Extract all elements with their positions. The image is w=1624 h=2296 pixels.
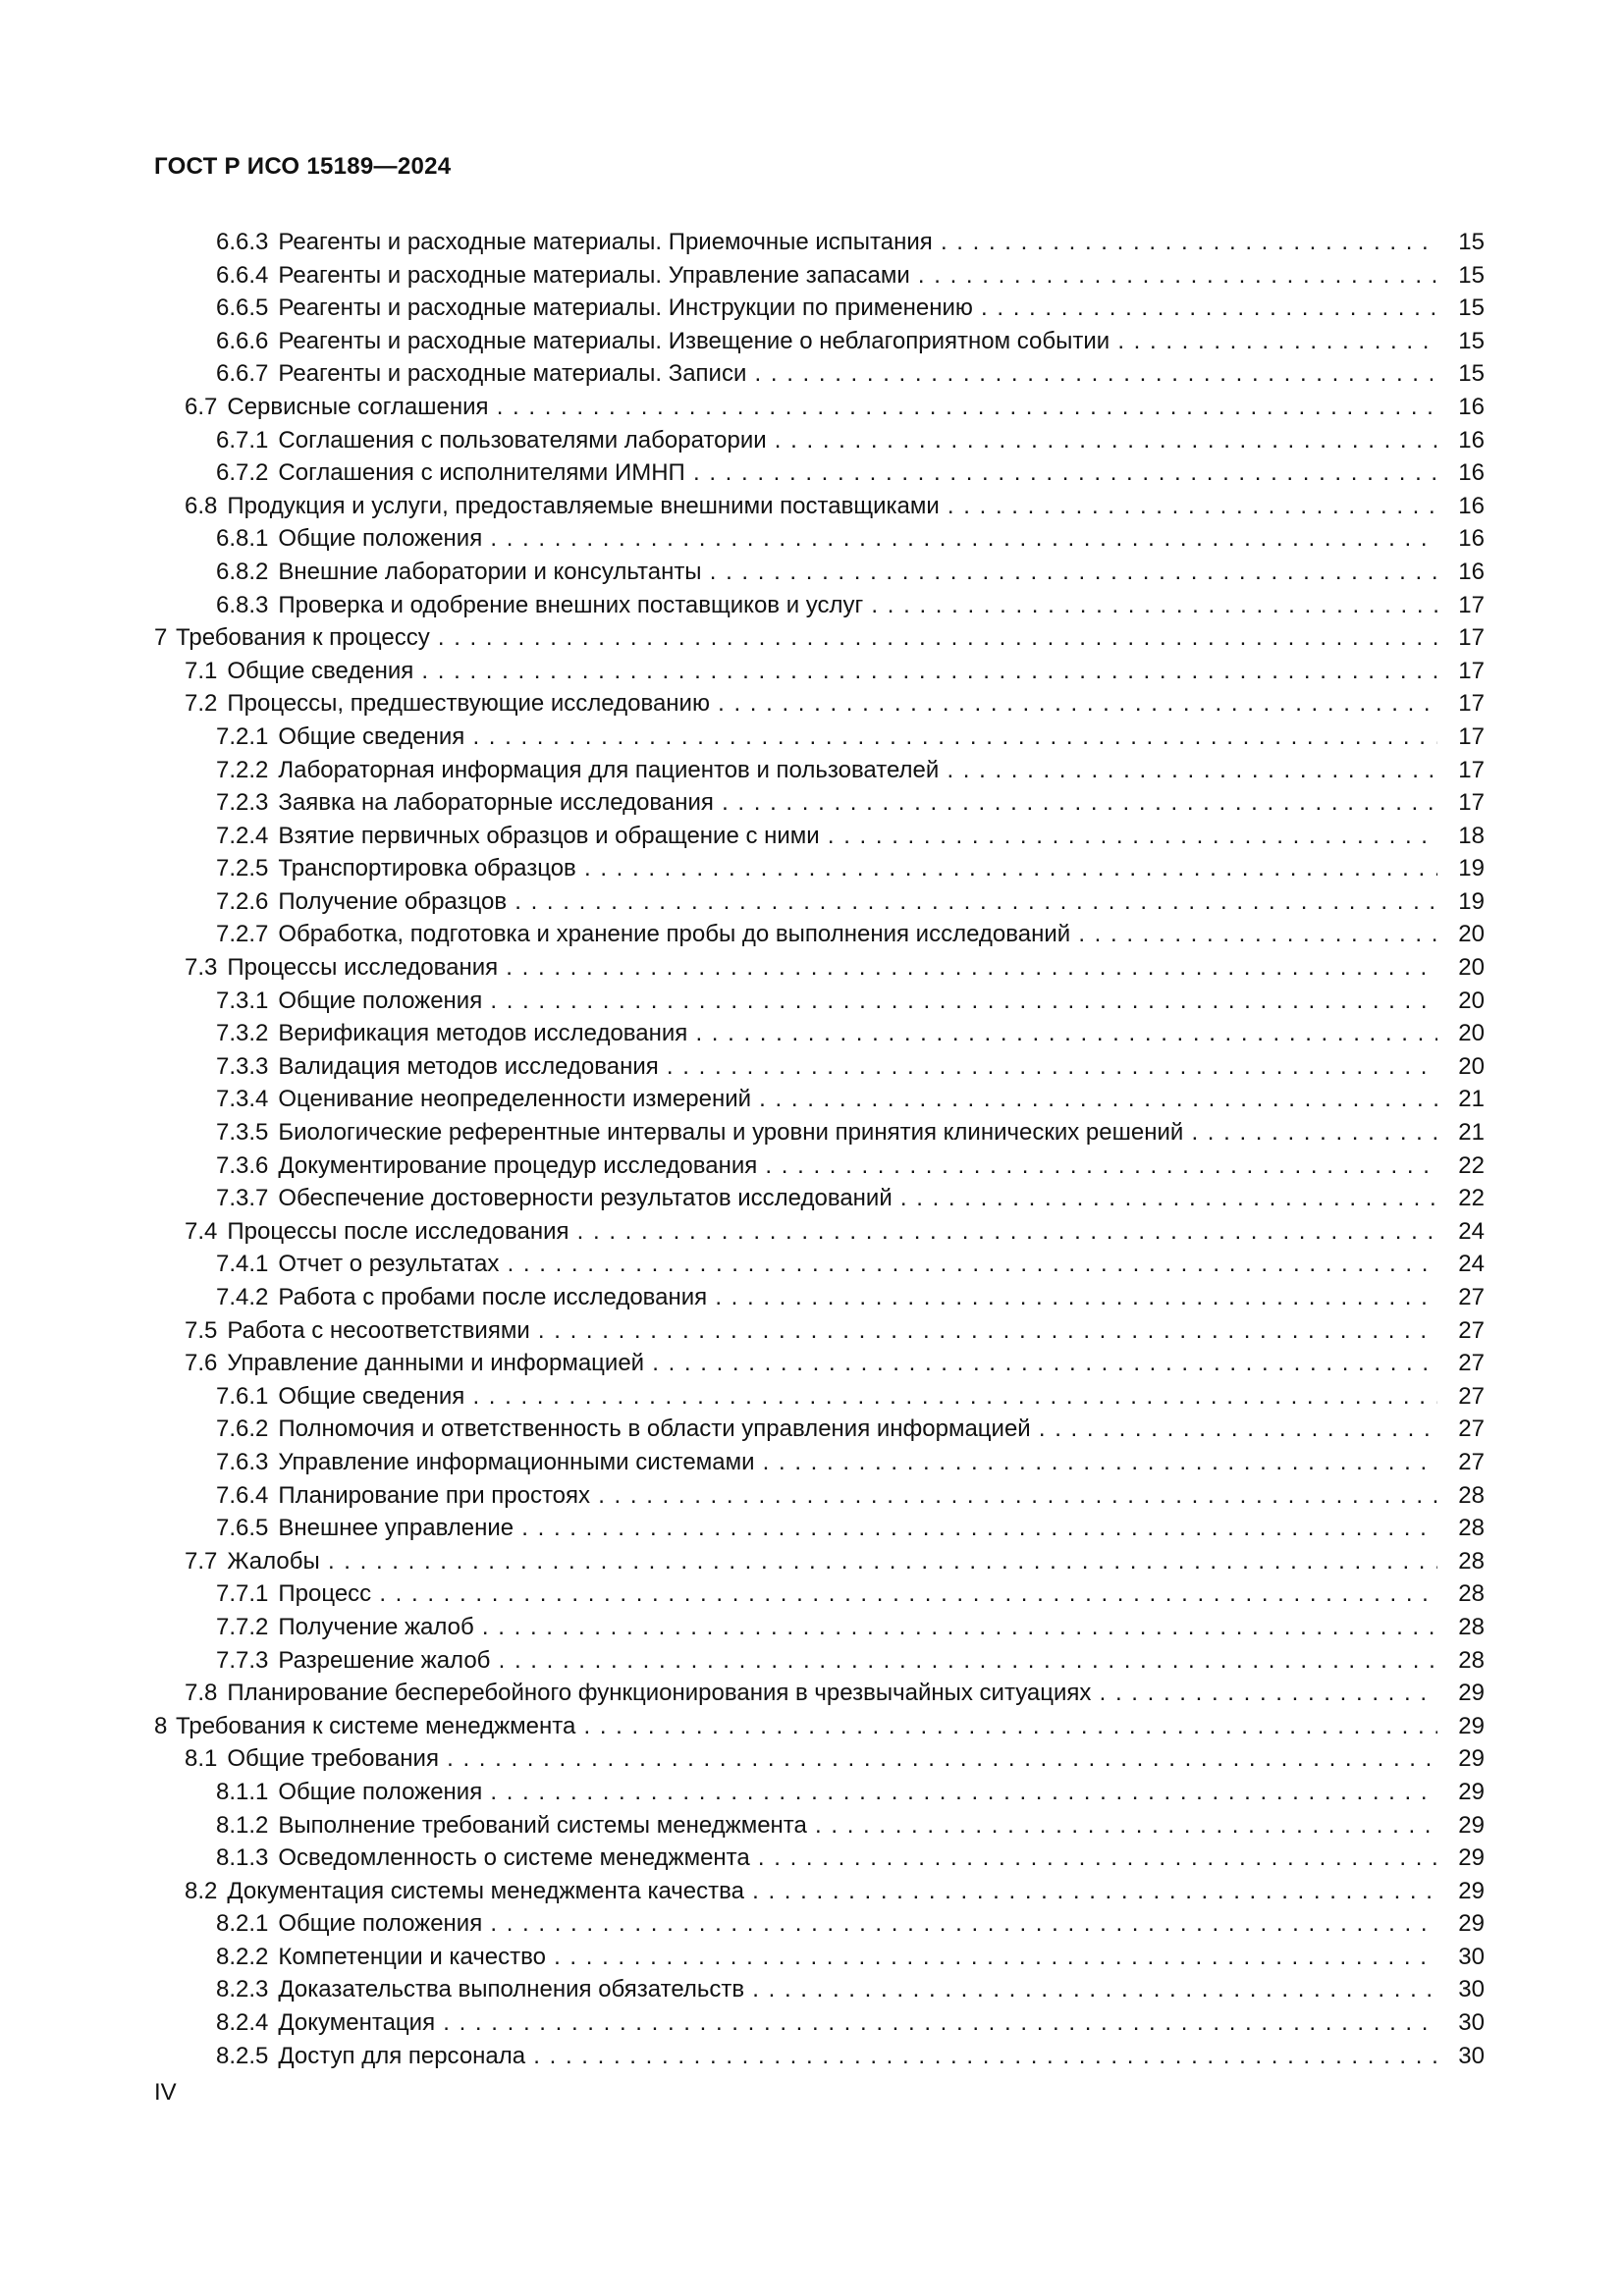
toc-section-title: Реагенты и расходные материалы. Извещение о неблагоприятном событии [278, 327, 1110, 354]
toc-section-number: 7.3.6 [216, 1151, 269, 1179]
toc-entry-text [216, 259, 1437, 293]
toc-section-title: Получение жалоб [278, 1613, 474, 1640]
toc-page-number: 19 [1456, 885, 1485, 919]
toc-section-number: 7.6.1 [216, 1382, 269, 1410]
toc-section-number: 7.3.1 [216, 987, 269, 1014]
toc-page-number: 27 [1456, 1413, 1485, 1446]
toc-section-title: Продукция и услуги, предоставляемые внешними поставщиками [227, 492, 940, 519]
toc-section-title: Управление данными и информацией [227, 1350, 645, 1377]
toc-section-number: 6.8 [185, 492, 218, 519]
toc-section-number: 7.4.2 [216, 1284, 269, 1310]
toc-entry[interactable] [154, 556, 1485, 589]
toc-section-number: 6.8.2 [216, 558, 269, 585]
toc-section-title: Общие требования [227, 1745, 439, 1773]
toc-page-number: 16 [1456, 556, 1485, 589]
toc-entry-text [185, 1545, 1437, 1578]
toc-entry[interactable] [154, 820, 1485, 853]
toc-section-number: 6.8.3 [216, 591, 269, 618]
toc-section-title: Проверка и одобрение внешних поставщиков и услуг [278, 591, 864, 618]
toc-section-number: 7.3.7 [216, 1185, 269, 1212]
toc-section-number: 7.4.1 [216, 1251, 269, 1278]
toc-section-title: Обеспечение достоверности результатов исследований [278, 1185, 893, 1212]
toc-entry-text [216, 1050, 1437, 1084]
toc-entry[interactable] [154, 1842, 1485, 1875]
toc-page-number: 21 [1456, 1116, 1485, 1149]
toc-entry-text [216, 2006, 1437, 2040]
toc-entry[interactable] [154, 292, 1485, 325]
toc-page-number: 27 [1456, 1347, 1485, 1380]
toc-section-number: 7.3.2 [216, 1020, 269, 1047]
toc-page-number: 15 [1456, 357, 1485, 391]
toc-entry-text [216, 292, 1437, 325]
toc-section-number: 6.8.1 [216, 525, 269, 553]
toc-entry-text [185, 1875, 1437, 1908]
toc-section-title: Процессы после исследования [227, 1217, 569, 1245]
toc-section-number: 6.6.3 [216, 229, 269, 255]
toc-page-number: 27 [1456, 1380, 1485, 1414]
toc-section-title: Взятие первичных образцов и обращение с ними [278, 822, 820, 849]
toc-section-number: 7.2.2 [216, 756, 269, 783]
toc-page-number: 29 [1456, 1677, 1485, 1710]
toc-section-title: Отчет о результатах [278, 1251, 500, 1278]
toc-page-number: 16 [1456, 456, 1485, 490]
toc-section-title: Компетенции и качество [278, 1943, 546, 1970]
toc-entry[interactable] [154, 1577, 1485, 1611]
toc-entry-text [216, 1413, 1437, 1446]
toc-entry[interactable] [154, 918, 1485, 951]
table-of-contents [154, 226, 1485, 2072]
toc-section-number: 7.2.3 [216, 789, 269, 817]
toc-entry[interactable] [154, 1413, 1485, 1446]
toc-section-title: Оценивание неопределенности измерений [278, 1086, 752, 1113]
toc-entry-text [185, 490, 1437, 523]
toc-section-title: Процессы, предшествующие исследованию [227, 690, 710, 718]
toc-entry[interactable] [154, 1083, 1485, 1116]
toc-section-number: 6.6.7 [216, 360, 269, 388]
toc-section-title: Жалобы [227, 1547, 320, 1575]
toc-page-number: 17 [1456, 721, 1485, 754]
toc-entry-text [216, 1446, 1437, 1479]
toc-section-number: 6.7 [185, 393, 218, 420]
toc-entry-text [216, 1973, 1437, 2006]
toc-section-number: 6.6.6 [216, 327, 269, 354]
toc-page-number: 15 [1456, 259, 1485, 293]
toc-entry-text [216, 556, 1437, 589]
toc-section-number: 7.2.6 [216, 887, 269, 915]
toc-entry[interactable] [154, 1875, 1485, 1908]
toc-section-number: 7.6.5 [216, 1515, 269, 1542]
toc-entry[interactable] [154, 1347, 1485, 1380]
toc-entry-text [185, 1215, 1437, 1249]
toc-section-number: 7.2.4 [216, 822, 269, 849]
toc-entry[interactable] [154, 1380, 1485, 1414]
toc-page-number: 16 [1456, 391, 1485, 424]
toc-section-number: 7.1 [185, 657, 218, 684]
toc-page-number: 15 [1456, 325, 1485, 358]
toc-entry[interactable] [154, 1314, 1485, 1348]
toc-entry[interactable] [154, 424, 1485, 457]
toc-section-number: 7.2 [185, 690, 218, 718]
toc-page-number: 17 [1456, 754, 1485, 787]
toc-page-number: 30 [1456, 2040, 1485, 2073]
document-header: ГОСТ Р ИСО 15189—2024 [154, 153, 452, 180]
toc-section-number: 7.2.7 [216, 921, 269, 948]
toc-page-number: 21 [1456, 1083, 1485, 1116]
toc-section-title: Реагенты и расходные материалы. Управление запасами [278, 261, 910, 289]
toc-section-number: 7.4 [185, 1217, 218, 1245]
toc-entry-text [216, 1248, 1437, 1281]
toc-section-title: Реагенты и расходные материалы. Записи [278, 360, 747, 388]
toc-section-number: 7.3.3 [216, 1052, 269, 1080]
toc-entry[interactable] [154, 1281, 1485, 1314]
toc-entry-text [216, 1182, 1437, 1215]
toc-page-number: 28 [1456, 1644, 1485, 1678]
toc-entry[interactable] [154, 1776, 1485, 1809]
toc-entry-text [154, 621, 1437, 655]
toc-entry-text [216, 721, 1437, 754]
toc-page-number: 30 [1456, 2006, 1485, 2040]
toc-page-number: 17 [1456, 655, 1485, 688]
toc-section-number: 8.1.3 [216, 1844, 269, 1872]
toc-section-title: Заявка на лабораторные исследования [278, 789, 714, 817]
toc-page-number: 20 [1456, 1050, 1485, 1084]
toc-entry[interactable] [154, 1710, 1485, 1743]
toc-entry[interactable] [154, 1809, 1485, 1842]
toc-section-title: Реагенты и расходные материалы. Инструкции по применению [278, 294, 973, 322]
toc-entry-text [216, 1907, 1437, 1941]
toc-entry-text [216, 1941, 1437, 1974]
toc-entry[interactable] [154, 786, 1485, 820]
toc-section-number: 8.2.1 [216, 1910, 269, 1938]
toc-section-title: Соглашения с пользователями лаборатории [278, 426, 767, 454]
toc-page-number: 28 [1456, 1611, 1485, 1644]
toc-section-title: Лабораторная информация для пациентов и пользователей [278, 756, 940, 783]
toc-section-title: Общие положения [278, 1910, 483, 1938]
toc-section-number: 6.7.2 [216, 459, 269, 487]
toc-section-title: Верификация методов исследования [278, 1020, 688, 1047]
toc-entry[interactable] [154, 490, 1485, 523]
page-number: IV [154, 2079, 177, 2106]
toc-entry[interactable] [154, 391, 1485, 424]
toc-page-number: 19 [1456, 852, 1485, 885]
toc-entry[interactable] [154, 1479, 1485, 1513]
toc-entry[interactable] [154, 357, 1485, 391]
toc-entry[interactable] [154, 325, 1485, 358]
toc-entry[interactable] [154, 1644, 1485, 1678]
toc-entry[interactable] [154, 589, 1485, 622]
toc-section-number: 8 [154, 1712, 168, 1739]
toc-entry[interactable] [154, 985, 1485, 1018]
toc-entry-text [185, 655, 1437, 688]
toc-entry[interactable] [154, 1742, 1485, 1776]
toc-page-number: 24 [1456, 1215, 1485, 1249]
toc-section-title: Сервисные соглашения [227, 393, 489, 420]
toc-page-number: 17 [1456, 786, 1485, 820]
toc-section-title: Получение образцов [278, 887, 508, 915]
toc-entry-text [216, 1017, 1437, 1050]
toc-entry-text [216, 522, 1437, 556]
toc-page-number: 16 [1456, 490, 1485, 523]
toc-section-title: Работа с несоответствиями [227, 1316, 530, 1344]
toc-section-number: 8.2.4 [216, 2009, 269, 2037]
toc-section-number: 7.2.1 [216, 722, 269, 750]
toc-entry-text [216, 456, 1437, 490]
toc-entry[interactable] [154, 1677, 1485, 1710]
toc-entry-text [216, 325, 1437, 358]
toc-page-number: 24 [1456, 1248, 1485, 1281]
toc-entry[interactable] [154, 1545, 1485, 1578]
toc-page-number: 20 [1456, 918, 1485, 951]
toc-entry[interactable] [154, 687, 1485, 721]
toc-entry-text [216, 786, 1437, 820]
toc-entry-text [216, 1577, 1437, 1611]
toc-entry-text [216, 852, 1437, 885]
toc-section-number: 6.7.1 [216, 426, 269, 454]
toc-entry-text [216, 885, 1437, 919]
toc-section-number: 7.3.4 [216, 1086, 269, 1113]
toc-entry[interactable] [154, 1907, 1485, 1941]
toc-entry[interactable] [154, 754, 1485, 787]
toc-page-number: 30 [1456, 1941, 1485, 1974]
toc-entry-text [216, 1776, 1437, 1809]
toc-page-number: 28 [1456, 1479, 1485, 1513]
toc-entry[interactable] [154, 951, 1485, 985]
toc-entry-text [216, 985, 1437, 1018]
toc-section-number: 7.7 [185, 1547, 218, 1575]
toc-entry[interactable] [154, 1182, 1485, 1215]
toc-entry-text [216, 424, 1437, 457]
toc-entry-text [185, 951, 1437, 985]
toc-entry-text [185, 1742, 1437, 1776]
toc-page-number: 27 [1456, 1446, 1485, 1479]
toc-page-number: 17 [1456, 687, 1485, 721]
toc-entry[interactable] [154, 1446, 1485, 1479]
toc-section-title: Обработка, подготовка и хранение пробы до выполнения исследований [278, 921, 1071, 948]
toc-section-number: 8.1 [185, 1745, 218, 1773]
toc-entry-text [216, 589, 1437, 622]
toc-entry[interactable] [154, 885, 1485, 919]
toc-section-number: 7.2.5 [216, 855, 269, 882]
toc-page-number: 18 [1456, 820, 1485, 853]
toc-section-number: 7 [154, 624, 168, 652]
toc-section-title: Доступ для персонала [278, 2042, 526, 2069]
toc-page-number: 17 [1456, 621, 1485, 655]
toc-section-title: Полномочия и ответственность в области управления информацией [278, 1415, 1031, 1443]
toc-entry[interactable] [154, 621, 1485, 655]
toc-section-number: 8.2 [185, 1877, 218, 1904]
toc-section-number: 7.6.3 [216, 1448, 269, 1475]
toc-section-number: 8.2.3 [216, 1976, 269, 2003]
toc-section-title: Соглашения с исполнителями ИМНП [278, 459, 685, 487]
toc-section-title: Общие положения [278, 987, 483, 1014]
toc-entry-text [185, 1677, 1437, 1710]
toc-entry[interactable] [154, 1116, 1485, 1149]
toc-section-number: 7.7.1 [216, 1580, 269, 1608]
toc-entry-text [216, 1842, 1437, 1875]
toc-section-number: 6.6.5 [216, 294, 269, 322]
toc-section-number: 8.1.1 [216, 1778, 269, 1805]
toc-entry-text [154, 1710, 1437, 1743]
toc-section-number: 7.6.4 [216, 1481, 269, 1509]
toc-section-title: Реагенты и расходные материалы. Приемочные испытания [278, 229, 933, 255]
toc-entry[interactable] [154, 2006, 1485, 2040]
toc-entry[interactable] [154, 852, 1485, 885]
toc-section-title: Доказательства выполнения обязательств [278, 1976, 745, 2003]
toc-section-title: Планирование при простоях [278, 1481, 591, 1509]
toc-page-number: 20 [1456, 985, 1485, 1018]
toc-page-number: 20 [1456, 1017, 1485, 1050]
toc-entry-text [216, 1380, 1437, 1414]
toc-section-title: Планирование бесперебойного функционирования в чрезвычайных ситуациях [227, 1680, 1092, 1707]
toc-section-title: Требования к процессу [176, 624, 430, 652]
toc-entry-text [216, 1644, 1437, 1678]
toc-entry[interactable] [154, 1973, 1485, 2006]
toc-page-number: 20 [1456, 951, 1485, 985]
toc-entry-text [216, 754, 1437, 787]
toc-page-number: 28 [1456, 1545, 1485, 1578]
toc-page-number: 29 [1456, 1842, 1485, 1875]
toc-section-number: 7.7.2 [216, 1613, 269, 1640]
toc-entry[interactable] [154, 226, 1485, 259]
toc-page-number: 17 [1456, 589, 1485, 622]
toc-section-number: 6.6.4 [216, 261, 269, 289]
toc-page-number: 15 [1456, 292, 1485, 325]
toc-entry-text [185, 1314, 1437, 1348]
toc-section-number: 7.7.3 [216, 1646, 269, 1674]
toc-entry-text [185, 1347, 1437, 1380]
toc-section-title: Внешние лаборатории и консультанты [278, 558, 702, 585]
toc-section-number: 7.5 [185, 1316, 218, 1344]
toc-entry-text [216, 357, 1437, 391]
toc-page-number: 15 [1456, 226, 1485, 259]
toc-page-number: 22 [1456, 1182, 1485, 1215]
toc-page-number: 16 [1456, 424, 1485, 457]
toc-page-number: 27 [1456, 1281, 1485, 1314]
toc-entry[interactable] [154, 1215, 1485, 1249]
toc-entry[interactable] [154, 522, 1485, 556]
toc-entry[interactable] [154, 1512, 1485, 1545]
toc-entry[interactable] [154, 655, 1485, 688]
toc-page-number: 29 [1456, 1776, 1485, 1809]
toc-entry-text [216, 918, 1437, 951]
toc-entry-text [216, 1116, 1437, 1149]
toc-section-title: Общие сведения [278, 722, 465, 750]
toc-section-title: Документирование процедур исследования [278, 1151, 758, 1179]
toc-section-number: 7.3.5 [216, 1119, 269, 1147]
toc-section-title: Процесс [278, 1580, 372, 1608]
toc-entry[interactable] [154, 721, 1485, 754]
toc-entry-text [216, 1281, 1437, 1314]
toc-section-number: 7.8 [185, 1680, 218, 1707]
toc-entry[interactable] [154, 1941, 1485, 1974]
toc-entry-text [216, 226, 1437, 259]
toc-section-title: Выполнение требований системы менеджмента [278, 1811, 807, 1839]
toc-section-title: Требования к системе менеджмента [176, 1712, 576, 1739]
toc-section-title: Осведомленность о системе менеджмента [278, 1844, 750, 1872]
toc-section-title: Разрешение жалоб [278, 1646, 491, 1674]
toc-entry-text [216, 1479, 1437, 1513]
toc-page-number: 29 [1456, 1907, 1485, 1941]
toc-section-title: Внешнее управление [278, 1515, 514, 1542]
toc-entry-text [216, 1611, 1437, 1644]
toc-page-number: 29 [1456, 1710, 1485, 1743]
toc-entry-text [185, 687, 1437, 721]
toc-section-title: Общие положения [278, 1778, 483, 1805]
toc-section-title: Общие положения [278, 525, 483, 553]
toc-page-number: 29 [1456, 1809, 1485, 1842]
toc-section-title: Работа с пробами после исследования [278, 1284, 708, 1310]
toc-entry-text [216, 820, 1437, 853]
toc-section-number: 7.6 [185, 1350, 218, 1377]
toc-section-title: Управление информационными системами [278, 1448, 755, 1475]
toc-section-title: Документация [278, 2009, 436, 2037]
toc-page-number: 29 [1456, 1875, 1485, 1908]
toc-section-number: 7.6.2 [216, 1415, 269, 1443]
toc-section-title: Процессы исследования [227, 954, 499, 982]
toc-page-number: 28 [1456, 1577, 1485, 1611]
toc-entry-text [216, 1809, 1437, 1842]
toc-entry-text [185, 391, 1437, 424]
toc-section-title: Общие сведения [278, 1382, 465, 1410]
toc-page-number: 30 [1456, 1973, 1485, 2006]
toc-entry[interactable] [154, 456, 1485, 490]
toc-page-number: 28 [1456, 1512, 1485, 1545]
toc-section-number: 7.3 [185, 954, 218, 982]
toc-entry[interactable] [154, 1050, 1485, 1084]
toc-entry[interactable] [154, 1149, 1485, 1183]
toc-section-title: Общие сведения [227, 657, 414, 684]
toc-page-number: 27 [1456, 1314, 1485, 1348]
toc-entry[interactable] [154, 1017, 1485, 1050]
toc-section-title: Документация системы менеджмента качества [227, 1877, 744, 1904]
toc-entry-text [216, 1149, 1437, 1183]
toc-section-title: Биологические референтные интервалы и уровни принятия клинических решений [278, 1119, 1184, 1147]
toc-section-number: 8.2.2 [216, 1943, 269, 1970]
toc-entry-text [216, 2040, 1437, 2073]
toc-entry-text [216, 1512, 1437, 1545]
toc-page-number: 29 [1456, 1742, 1485, 1776]
toc-section-title: Валидация методов исследования [278, 1052, 659, 1080]
toc-section-number: 8.1.2 [216, 1811, 269, 1839]
toc-entry-text [216, 1083, 1437, 1116]
toc-section-number: 8.2.5 [216, 2042, 269, 2069]
toc-entry[interactable] [154, 1248, 1485, 1281]
toc-page-number: 22 [1456, 1149, 1485, 1183]
toc-entry[interactable] [154, 259, 1485, 293]
toc-section-title: Транспортировка образцов [278, 855, 576, 882]
toc-entry[interactable] [154, 2040, 1485, 2073]
toc-entry[interactable] [154, 1611, 1485, 1644]
toc-page-number: 16 [1456, 522, 1485, 556]
